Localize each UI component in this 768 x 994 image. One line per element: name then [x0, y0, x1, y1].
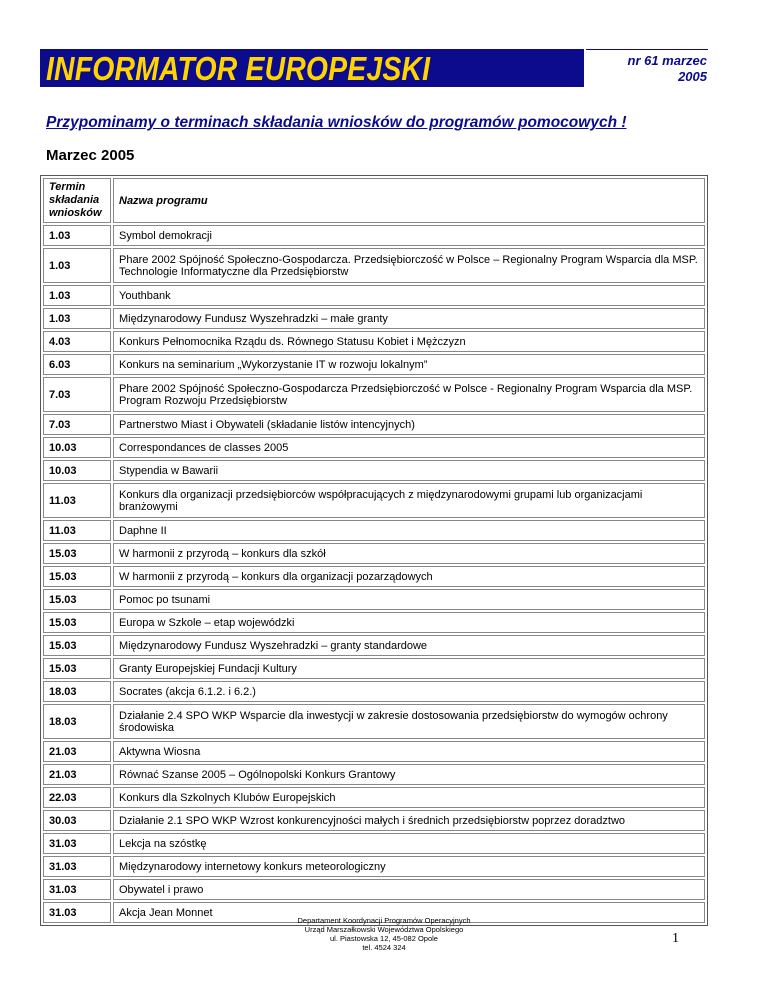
table-row	[43, 331, 705, 352]
table-row	[43, 377, 705, 412]
program-name-cell: Konkurs dla organizacji przedsiębiorców współpracujących z międzynarodowymi grupami lub organizacjami branżowymi	[113, 483, 705, 518]
program-name-cell: Działanie 2.1 SPO WKP Wzrost konkurencyjności małych i średnich przedsiębiorstw poprzez doradztwo	[113, 810, 705, 831]
table-row	[43, 483, 705, 518]
table-row	[43, 764, 705, 785]
deadline-cell: 6.03	[43, 354, 111, 375]
deadline-cell: 10.03	[43, 437, 111, 458]
program-name-cell: Correspondances de classes 2005	[113, 437, 705, 458]
deadline-cell: 31.03	[43, 856, 111, 877]
footer-line-3: ul. Piastowska 12, 45-082 Opole	[330, 934, 438, 943]
deadline-cell: 31.03	[43, 833, 111, 854]
deadline-cell: 10.03	[43, 460, 111, 481]
issue-line-1: nr 61 marzec	[627, 53, 707, 68]
program-name-cell: Akcja Jean Monnet	[113, 902, 705, 923]
deadline-cell: 21.03	[43, 741, 111, 762]
program-name-cell: Europa w Szkole – etap wojewódzki	[113, 612, 705, 633]
table-row	[43, 879, 705, 900]
deadline-cell: 31.03	[43, 902, 111, 923]
deadline-cell: 11.03	[43, 520, 111, 541]
table-row	[43, 414, 705, 435]
table-row	[43, 354, 705, 375]
table-row	[43, 308, 705, 329]
program-name-cell: Symbol demokracji	[113, 225, 705, 246]
reminder-heading: Przypominamy o terminach składania wniosków do programów pomocowych !	[46, 114, 627, 131]
table-row	[43, 658, 705, 679]
table-row	[43, 856, 705, 877]
table-row	[43, 437, 705, 458]
program-name-cell: Phare 2002 Spójność Społeczno-Gospodarcza Przedsiębiorczość w Polsce - Regionalny Program Wsparcia dla MSP. Program Rozwoju Przedsiębiorstw	[113, 377, 705, 412]
table-row	[43, 285, 705, 306]
program-name-cell: Phare 2002 Spójność Społeczno-Gospodarcza. Przedsiębiorczość w Polsce – Regionalny Program Wsparcia dla MSP. Technologie Informatyczne dla Przedsiębiorstw	[113, 248, 705, 283]
deadline-cell: 15.03	[43, 589, 111, 610]
program-name-cell: W harmonii z przyrodą – konkurs dla szkół	[113, 543, 705, 564]
deadline-cell: 4.03	[43, 331, 111, 352]
table-row	[43, 704, 705, 739]
program-name-cell: Stypendia w Bawarii	[113, 460, 705, 481]
deadline-cell: 1.03	[43, 248, 111, 283]
deadline-cell: 15.03	[43, 566, 111, 587]
table-row	[43, 589, 705, 610]
program-name-cell: Youthbank	[113, 285, 705, 306]
deadline-cell: 15.03	[43, 635, 111, 656]
table-row	[43, 612, 705, 633]
header-name-cell: Nazwa programu	[113, 178, 705, 223]
program-name-cell: Międzynarodowy Fundusz Wyszehradzki – małe granty	[113, 308, 705, 329]
table-row	[43, 248, 705, 283]
deadline-cell: 1.03	[43, 308, 111, 329]
table-row	[43, 635, 705, 656]
deadline-cell: 15.03	[43, 612, 111, 633]
issue-line-2: 2005	[678, 69, 707, 84]
deadline-cell: 7.03	[43, 414, 111, 435]
deadline-cell: 18.03	[43, 681, 111, 702]
header-rule	[586, 49, 708, 50]
program-name-cell: Daphne II	[113, 520, 705, 541]
deadline-cell: 18.03	[43, 704, 111, 739]
deadline-cell: 22.03	[43, 787, 111, 808]
deadline-cell: 15.03	[43, 658, 111, 679]
table-row	[43, 543, 705, 564]
program-name-cell: Lekcja na szóstkę	[113, 833, 705, 854]
newsletter-title: INFORMATOR EUROPEJSKI	[46, 50, 431, 87]
table-row	[43, 787, 705, 808]
table-row	[43, 833, 705, 854]
program-name-cell: Obywatel i prawo	[113, 879, 705, 900]
deadline-cell: 30.03	[43, 810, 111, 831]
deadline-cell: 1.03	[43, 285, 111, 306]
header-date-cell: Termin składania wniosków	[43, 178, 111, 223]
deadline-cell: 15.03	[43, 543, 111, 564]
program-name-cell: Międzynarodowy internetowy konkurs meteorologiczny	[113, 856, 705, 877]
footer-line-2: Urząd Marszałkowski Województwa Opolskiego	[304, 925, 464, 934]
deadline-cell: 21.03	[43, 764, 111, 785]
page-number: 1	[672, 931, 679, 946]
table-row	[43, 566, 705, 587]
table-row	[43, 741, 705, 762]
program-name-cell: Pomoc po tsunami	[113, 589, 705, 610]
month-heading: Marzec 2005	[46, 147, 135, 164]
table-row	[43, 810, 705, 831]
program-name-cell: Działanie 2.4 SPO WKP Wsparcie dla inwestycji w zakresie dostosowania przedsiębiorstw do wymogów ochrony środowiska	[113, 704, 705, 739]
program-name-cell: Międzynarodowy Fundusz Wyszehradzki – granty standardowe	[113, 635, 705, 656]
deadline-cell: 11.03	[43, 483, 111, 518]
program-name-cell: Konkurs Pełnomocnika Rządu ds. Równego Statusu Kobiet i Mężczyzn	[113, 331, 705, 352]
program-name-cell: W harmonii z przyrodą – konkurs dla organizacji pozarządowych	[113, 566, 705, 587]
footer-line-4: tel. 4524 324	[362, 943, 406, 952]
program-name-cell: Aktywna Wiosna	[113, 741, 705, 762]
issue-info	[590, 53, 707, 85]
table-header-row	[43, 178, 705, 223]
deadline-cell: 31.03	[43, 879, 111, 900]
programs-table	[40, 175, 708, 926]
table-row	[43, 225, 705, 246]
program-name-cell: Partnerstwo Miast i Obywateli (składanie listów intencyjnych)	[113, 414, 705, 435]
table-row	[43, 460, 705, 481]
table-row	[43, 681, 705, 702]
program-name-cell: Konkurs na seminarium „Wykorzystanie IT w rozwoju lokalnym”	[113, 354, 705, 375]
table-row	[43, 520, 705, 541]
program-name-cell: Socrates (akcja 6.1.2. i 6.2.)	[113, 681, 705, 702]
footer-line-1: Departament Koordynacji Programów Operacyjnych	[297, 916, 471, 925]
deadline-cell: 1.03	[43, 225, 111, 246]
footer	[220, 916, 548, 952]
program-name-cell: Równać Szanse 2005 – Ogólnopolski Konkurs Grantowy	[113, 764, 705, 785]
program-name-cell: Konkurs dla Szkolnych Klubów Europejskich	[113, 787, 705, 808]
program-name-cell: Granty Europejskiej Fundacji Kultury	[113, 658, 705, 679]
deadline-cell: 7.03	[43, 377, 111, 412]
